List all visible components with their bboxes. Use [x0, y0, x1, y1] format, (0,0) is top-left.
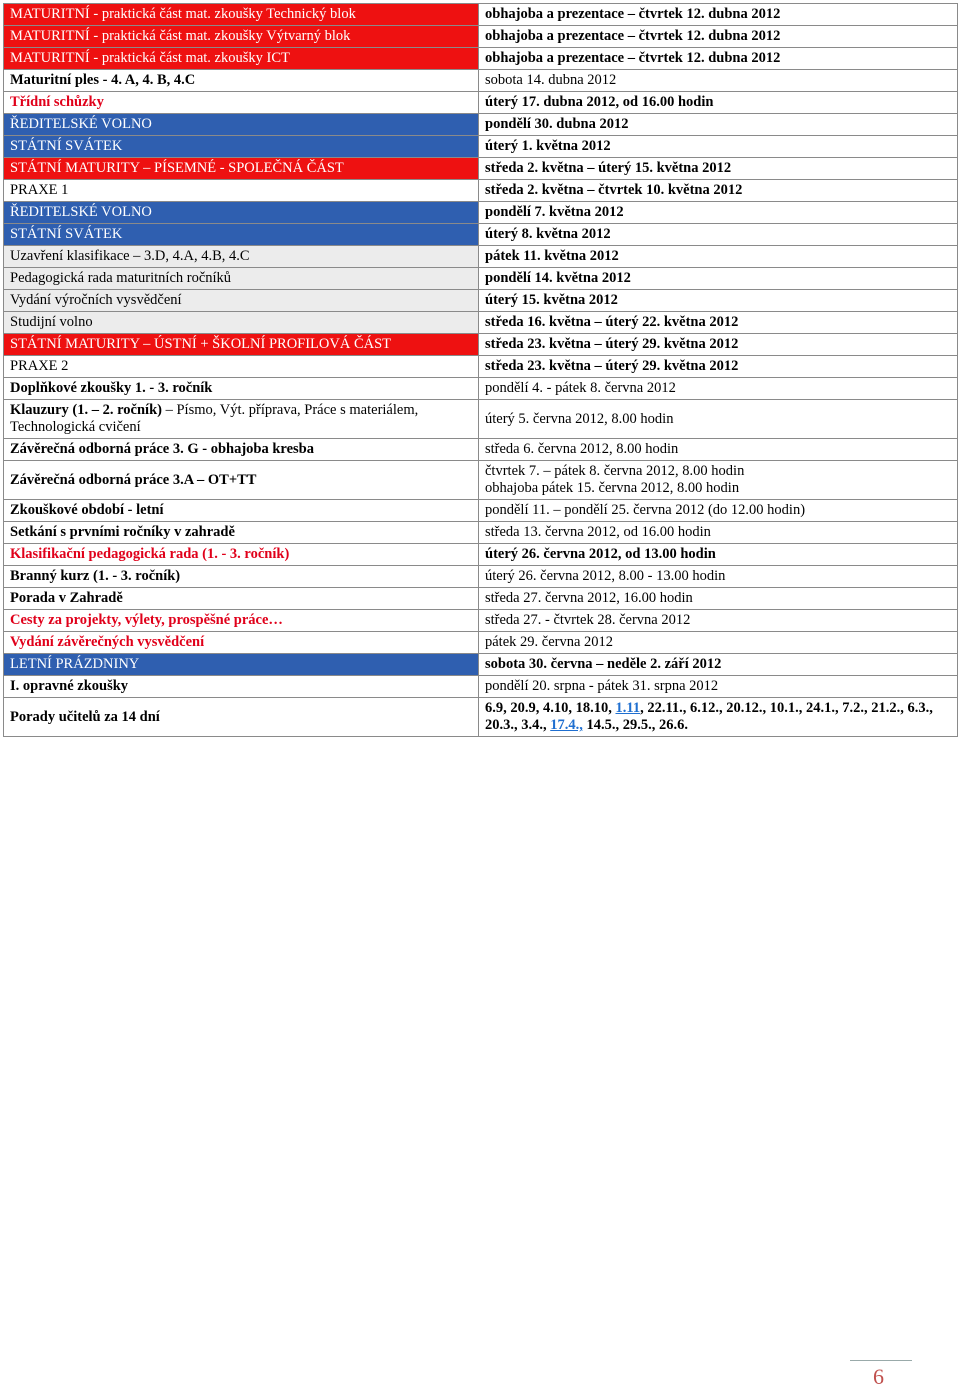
date-cell: středa 2. května – čtvrtek 10. května 2012 [479, 180, 958, 202]
event-cell: I. opravné zkoušky [4, 676, 479, 698]
event-cell: Závěrečná odborná práce 3. G - obhajoba kresba [4, 439, 479, 461]
date-line: čtvrtek 7. – pátek 8. června 2012, 8.00 hodin [485, 463, 745, 479]
date-cell: středa 6. června 2012, 8.00 hodin [479, 439, 958, 461]
date-cell: pondělí 30. dubna 2012 [479, 114, 958, 136]
date-text: 6.9, 20.9, 4.10, 18.10, [485, 700, 616, 716]
date-cell: středa 2. května – úterý 15. května 2012 [479, 158, 958, 180]
date-cell [479, 698, 958, 737]
table-row [4, 500, 958, 522]
table-row [4, 400, 958, 439]
table-row [4, 4, 958, 26]
event-cell: ŘEDITELSKÉ VOLNO [4, 114, 479, 136]
date-cell: pondělí 7. května 2012 [479, 202, 958, 224]
table-row [4, 356, 958, 378]
event-cell: Zkouškové období - letní [4, 500, 479, 522]
event-cell: Doplňkové zkoušky 1. - 3. ročník [4, 378, 479, 400]
event-cell: Vydání závěrečných vysvědčení [4, 632, 479, 654]
table-row [4, 92, 958, 114]
event-title: Klauzury (1. – 2. ročník) [10, 402, 162, 418]
date-cell: pondělí 20. srpna - pátek 31. srpna 2012 [479, 676, 958, 698]
table-row [4, 136, 958, 158]
date-cell: sobota 30. června – neděle 2. září 2012 [479, 654, 958, 676]
date-cell: středa 23. května – úterý 29. května 2012 [479, 356, 958, 378]
date-cell [479, 461, 958, 500]
table-row [4, 224, 958, 246]
event-cell: STÁTNÍ SVÁTEK [4, 224, 479, 246]
table-row [4, 588, 958, 610]
date-cell: úterý 15. května 2012 [479, 290, 958, 312]
event-cell: Třídní schůzky [4, 92, 479, 114]
table-row [4, 202, 958, 224]
table-row [4, 26, 958, 48]
table-row [4, 544, 958, 566]
date-link[interactable]: 17.4., [550, 717, 583, 733]
date-cell: středa 16. května – úterý 22. května 2012 [479, 312, 958, 334]
date-text: 14.5., 29.5., 26.6. [582, 717, 688, 733]
event-cell: Závěrečná odborná práce 3.A – OT+TT [4, 461, 479, 500]
event-cell [4, 400, 479, 439]
table-row [4, 290, 958, 312]
event-cell: Studijní volno [4, 312, 479, 334]
table-row [4, 378, 958, 400]
event-cell: Klasifikační pedagogická rada (1. - 3. ročník) [4, 544, 479, 566]
page-number-rule [850, 1360, 912, 1361]
date-cell: sobota 14. dubna 2012 [479, 70, 958, 92]
table-row [4, 268, 958, 290]
table-row [4, 246, 958, 268]
date-cell: úterý 26. června 2012, 8.00 - 13.00 hodin [479, 566, 958, 588]
table-row [4, 654, 958, 676]
date-cell: úterý 1. května 2012 [479, 136, 958, 158]
event-cell: STÁTNÍ MATURITY – ÚSTNÍ + ŠKOLNÍ PROFILOVÁ ČÁST [4, 334, 479, 356]
event-cell: PRAXE 1 [4, 180, 479, 202]
table-row [4, 114, 958, 136]
table-row [4, 522, 958, 544]
date-cell: úterý 26. června 2012, od 13.00 hodin [479, 544, 958, 566]
table-row [4, 566, 958, 588]
event-cell: STÁTNÍ SVÁTEK [4, 136, 479, 158]
date-line: obhajoba pátek 15. června 2012, 8.00 hodin [485, 480, 740, 496]
table-row [4, 70, 958, 92]
event-cell: Vydání výročních vysvědčení [4, 290, 479, 312]
table-row [4, 439, 958, 461]
date-cell: středa 27. června 2012, 16.00 hodin [479, 588, 958, 610]
date-cell: obhajoba a prezentace – čtvrtek 12. dubna 2012 [479, 4, 958, 26]
table-row [4, 698, 958, 737]
event-cell: ŘEDITELSKÉ VOLNO [4, 202, 479, 224]
date-cell: obhajoba a prezentace – čtvrtek 12. dubna 2012 [479, 26, 958, 48]
table-row [4, 180, 958, 202]
date-cell: středa 13. června 2012, od 16.00 hodin [479, 522, 958, 544]
event-cell: Branný kurz (1. - 3. ročník) [4, 566, 479, 588]
event-cell: Uzavření klasifikace – 3.D, 4.A, 4.B, 4.C [4, 246, 479, 268]
event-cell: MATURITNÍ - praktická část mat. zkoušky ICT [4, 48, 479, 70]
table-row [4, 461, 958, 500]
event-cell: Pedagogická rada maturitních ročníků [4, 268, 479, 290]
event-cell: Setkání s prvními ročníky v zahradě [4, 522, 479, 544]
event-cell: MATURITNÍ - praktická část mat. zkoušky Technický blok [4, 4, 479, 26]
date-link[interactable]: 1.11 [615, 700, 641, 716]
date-cell: obhajoba a prezentace – čtvrtek 12. dubna 2012 [479, 48, 958, 70]
table-row [4, 334, 958, 356]
table-row [4, 632, 958, 654]
date-cell: pondělí 11. – pondělí 25. června 2012 (do 12.00 hodin) [479, 500, 958, 522]
date-cell: pondělí 14. května 2012 [479, 268, 958, 290]
date-text: , 22.11., 6.12., 20.12., 10.1., 24.1., 7.2., 21.2., 6.3., 20.3., 3.4., [485, 700, 933, 733]
date-cell: středa 27. - čtvrtek 28. června 2012 [479, 610, 958, 632]
date-cell: pátek 29. června 2012 [479, 632, 958, 654]
table-row [4, 158, 958, 180]
event-detail: – Písmo, Výt. příprava, Práce s materiálem, Technologická cvičení [10, 402, 419, 435]
date-cell: úterý 5. června 2012, 8.00 hodin [479, 400, 958, 439]
event-cell: Maturitní ples - 4. A, 4. B, 4.C [4, 70, 479, 92]
event-cell: Porady učitelů za 14 dní [4, 698, 479, 737]
page-number: 6 [873, 1364, 884, 1389]
table-row [4, 676, 958, 698]
date-cell: pátek 11. května 2012 [479, 246, 958, 268]
table-row [4, 48, 958, 70]
event-cell: Cesty za projekty, výlety, prospěšné práce… [4, 610, 479, 632]
event-cell: LETNÍ PRÁZDNINY [4, 654, 479, 676]
event-cell: STÁTNÍ MATURITY – PÍSEMNÉ - SPOLEČNÁ ČÁST [4, 158, 479, 180]
event-cell: PRAXE 2 [4, 356, 479, 378]
schedule-table [3, 3, 958, 737]
event-cell: Porada v Zahradě [4, 588, 479, 610]
table-row [4, 312, 958, 334]
event-cell: MATURITNÍ - praktická část mat. zkoušky Výtvarný blok [4, 26, 479, 48]
date-cell: pondělí 4. - pátek 8. června 2012 [479, 378, 958, 400]
date-cell: úterý 8. května 2012 [479, 224, 958, 246]
table-row [4, 610, 958, 632]
date-cell: úterý 17. dubna 2012, od 16.00 hodin [479, 92, 958, 114]
date-cell: středa 23. května – úterý 29. května 2012 [479, 334, 958, 356]
